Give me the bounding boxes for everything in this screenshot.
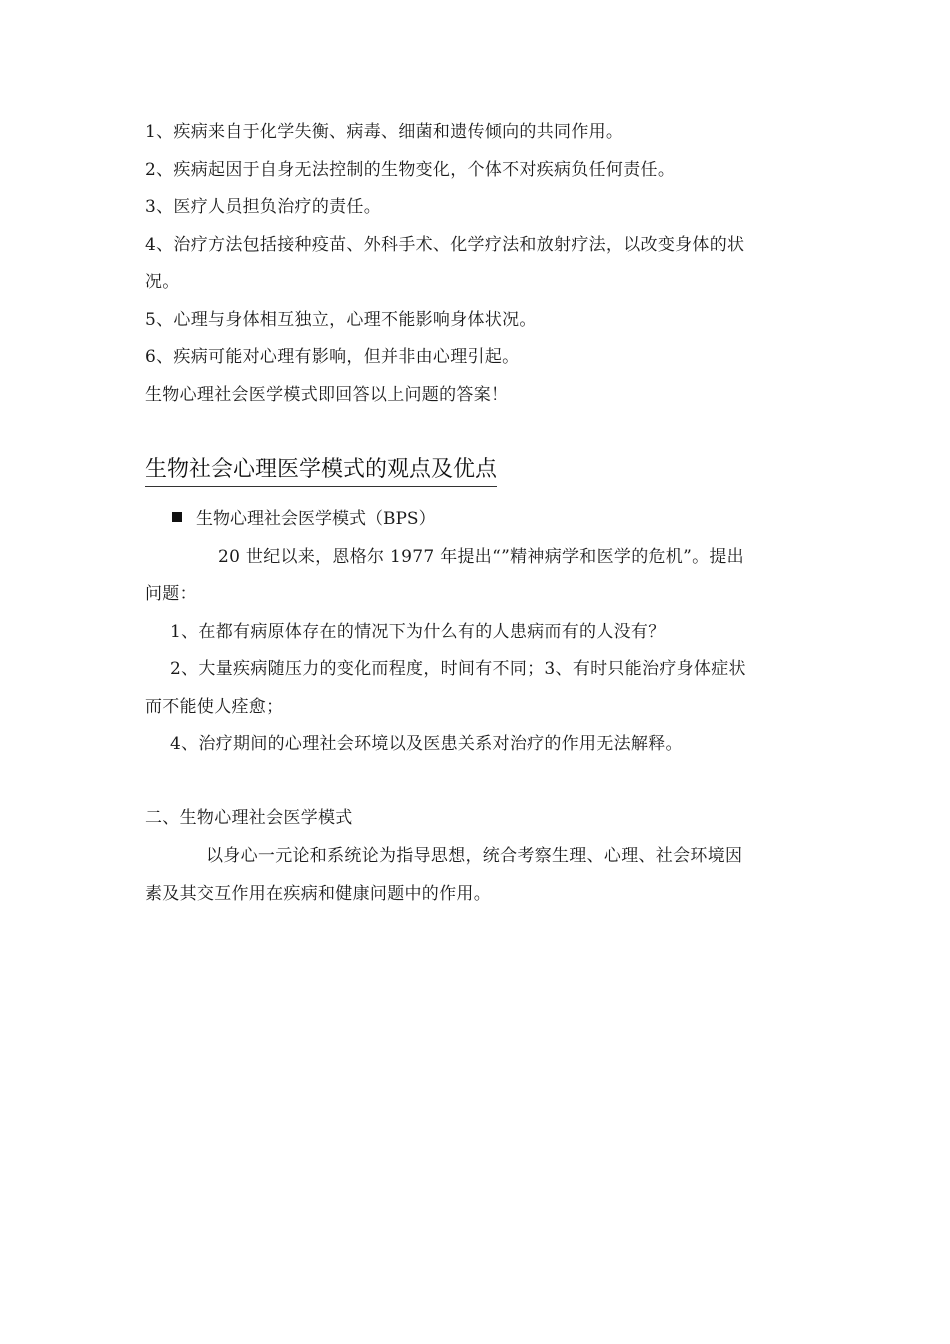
list-item-5: 5、心理与身体相互独立，心理不能影响身体状况。 — [145, 310, 537, 330]
section-heading: 生物社会心理医学模式的观点及优点 — [145, 456, 497, 487]
question-3-continuation: 而不能使人痊愈； — [145, 697, 284, 717]
section2-body-line-1: 以身心一元论和系统论为指导思想，统合考察生理、心理、社会环境因 — [206, 846, 743, 866]
bullet-item — [172, 508, 436, 530]
square-bullet-icon — [172, 512, 182, 522]
question-4: 4、治疗期间的心理社会环境以及医患关系对治疗的作用无法解释。 — [170, 734, 683, 754]
list-item-1: 1、疾病来自于化学失衡、病毒、细菌和遗传倾向的共同作用。 — [145, 122, 624, 142]
list-item-3: 3、医疗人员担负治疗的责任。 — [145, 197, 382, 217]
section2-body-line-2: 素及其交互作用在疾病和健康问题中的作用。 — [145, 884, 491, 904]
list-item-2: 2、疾病起因于自身无法控制的生物变化，个体不对疾病负任何责任。 — [145, 160, 676, 180]
list-item-6: 6、疾病可能对心理有影响，但并非由心理引起。 — [145, 347, 520, 367]
list-item-4: 4、治疗方法包括接种疫苗、外科手术、化学疗法和放射疗法，以改变身体的状 — [145, 235, 745, 255]
intro-line-2: 问题： — [145, 584, 197, 604]
conclusion-text: 生物心理社会医学模式即回答以上问题的答案！ — [145, 385, 509, 405]
bullet-label: 生物心理社会医学模式（BPS） — [196, 509, 436, 529]
list-item-4-continuation: 况。 — [145, 272, 180, 292]
intro-line-1: 20 世纪以来，恩格尔 1977 年提出“”精神病学和医学的危机”。提出 — [218, 547, 744, 567]
question-1: 1、在都有病原体存在的情况下为什么有的人患病而有的人没有？ — [170, 622, 666, 642]
section2-title: 二、生物心理社会医学模式 — [145, 808, 353, 828]
question-2-3: 2、大量疾病随压力的变化而程度，时间有不同；3、有时只能治疗身体症状 — [170, 659, 746, 679]
